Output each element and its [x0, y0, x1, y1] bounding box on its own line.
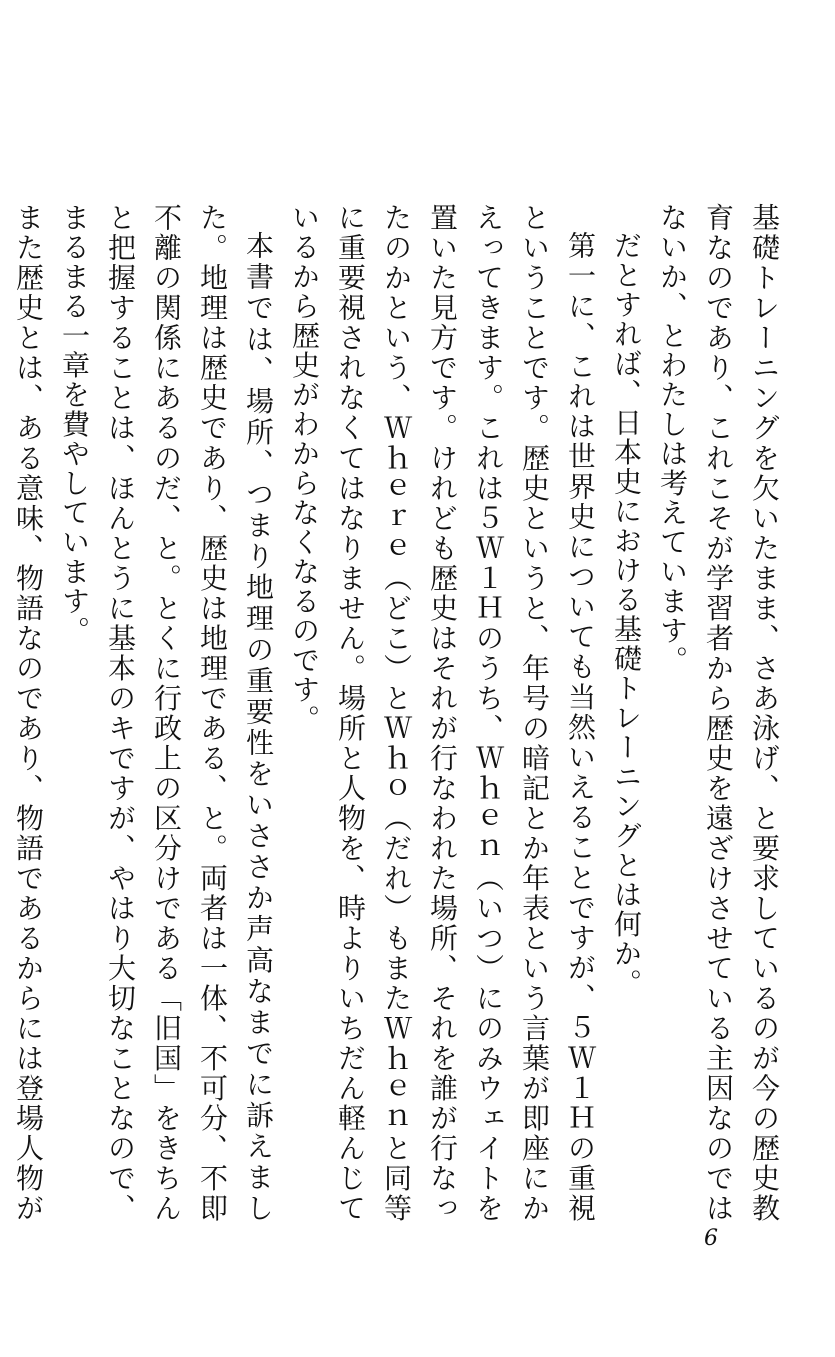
paragraph-1: 基礎トレーニングを欠いたまま、さあ泳げ、と要求しているのが今の歴史教育なのであり、これこそが学習者から歴史を遠ざけさせている主因なのではないか、とわたしは考えています。 [656, 203, 781, 1223]
paragraph-5: また歴史とは、ある意味、物語なのであり、物語であるからには登場人物が [12, 203, 45, 1223]
paragraph-2: だとすれば、日本史における基礎トレーニングとは何か。 [610, 231, 643, 998]
paragraph-3: 第一に、これは世界史についても当然いえることですが、５Ｗ１Ｈの重視ということです。歴史というと、年号の暗記とか年表という言葉が即座にかえってきます。これは５Ｗ１Ｈのうち、Ｗｈｅｎ（いつ）にのみウェイトを置いた見方です。けれども歴史はそれが行なわれた場所、それを誰が行なったのかという、Ｗｈｅｒｅ（どこ）とＷｈｏ（だれ）もまたＷｈｅｎと同等に重要視されなくてはなりません。場所と人物を、時よりいちだん軽んじているから歴史がわからなくなるのです。 [288, 203, 597, 1223]
paragraph-4: 本書では、場所、つまり地理の重要性をいささか声高なまでに訴えました。地理は歴史であり、歴史は地理である、と。両者は一体、不可分、不即不離の関係にあるのだ、と。とくに行政上の区分けである「旧国」をきちんと把握することは、ほんとうに基本のキですが、やはり大切なことなので、まるまる一章を費やしています。 [58, 203, 275, 1223]
body-text [12, 203, 787, 1223]
page-number: 6 [704, 1226, 718, 1251]
